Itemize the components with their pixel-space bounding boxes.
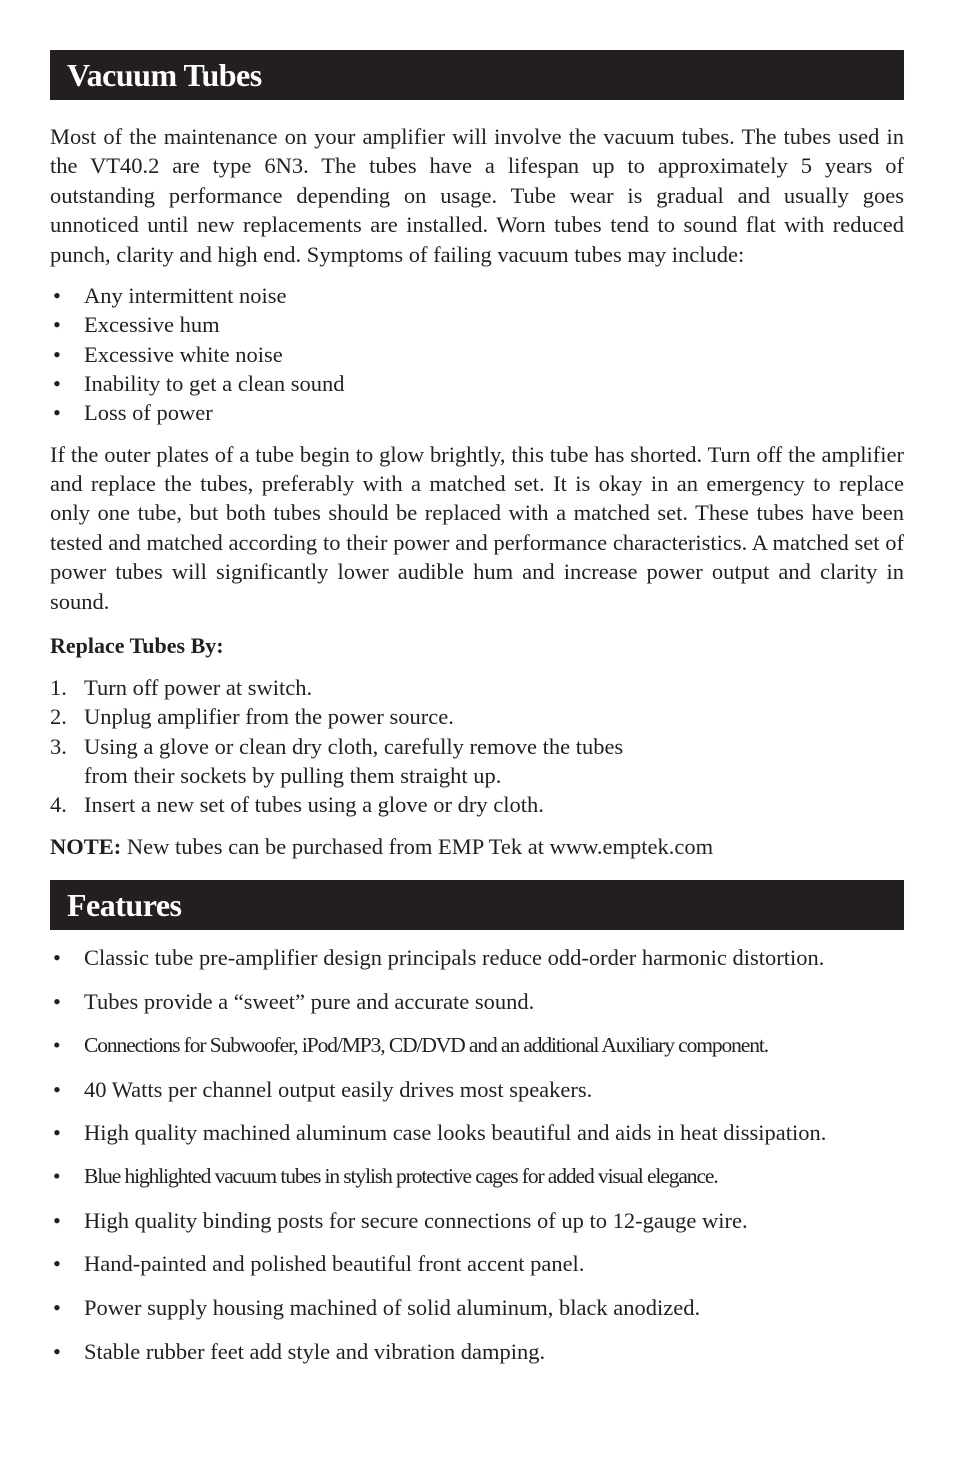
list-item: 2. Unplug amplifier from the power source.	[50, 702, 904, 731]
vacuum-tubes-title: Vacuum Tubes	[67, 57, 262, 93]
symptoms-list	[50, 281, 904, 427]
bullet-icon: •	[53, 1294, 61, 1320]
vacuum-tubes-header	[50, 50, 904, 100]
replace-tubes-heading: Replace Tubes By:	[50, 632, 224, 658]
list-item: • Any intermittent noise	[50, 281, 904, 310]
list-item: 1. Turn off power at switch.	[50, 673, 904, 702]
bullet-icon: •	[53, 1120, 61, 1146]
list-item: • Inability to get a clean sound	[50, 369, 904, 398]
list-item: • Blue highlighted vacuum tubes in stylish protective cages for added visual elegance.	[50, 1162, 904, 1206]
purchase-note	[50, 832, 904, 861]
page	[50, 50, 904, 1380]
bullet-icon: •	[53, 989, 61, 1015]
step-number: 1.	[50, 674, 67, 700]
bullet-icon: •	[53, 400, 61, 426]
bullet-icon: •	[53, 312, 61, 338]
bullet-icon: •	[53, 341, 61, 367]
list-item: 4. Insert a new set of tubes using a glove or dry cloth.	[50, 790, 904, 819]
list-item: • Hand-painted and polished beautiful front accent panel.	[53, 1251, 585, 1277]
bullet-icon: •	[53, 1251, 61, 1277]
bullet-icon: •	[53, 370, 61, 396]
features-header	[50, 880, 904, 930]
bullet-icon: •	[53, 1076, 61, 1102]
bullet-icon: •	[53, 945, 61, 971]
step-number: 2.	[50, 704, 67, 730]
bullet-icon: •	[53, 1032, 60, 1057]
bullet-icon: •	[53, 1207, 61, 1233]
list-item: • Connections for Subwoofer, iPod/MP3, CD/DVD and an additional Auxiliary component.	[50, 1031, 904, 1075]
list-item: • Excessive hum	[50, 310, 904, 339]
bullet-icon: •	[53, 1163, 60, 1188]
note-text: New tubes can be purchased from EMP Tek at www.emptek.com	[121, 834, 714, 860]
list-item: • High quality machined aluminum case looks beautiful and aids in heat dissipation.	[53, 1120, 827, 1146]
step-number: 4.	[50, 792, 67, 818]
list-item: • Stable rubber feet add style and vibration damping.	[53, 1338, 546, 1364]
bullet-icon: •	[53, 1338, 61, 1364]
list-item: • Excessive white noise	[50, 340, 904, 369]
shorted-tube-paragraph: If the outer plates of a tube begin to glow brightly, this tube has shorted. Turn off the amplifier and replace the tubes, preferably with a matched set. It is okay in an emergency to replace only one tube, but both tubes should be replaced with a matched set. These tubes have been tested and matched according to their power and performance characteristics. A matched set of power tubes will significantly lower audible hum and increase power output and clarity in sound.	[50, 441, 904, 614]
list-item: • Loss of power	[50, 398, 904, 427]
list-item: • Power supply housing machined of solid aluminum, black anodized.	[53, 1294, 701, 1320]
step-number: 3.	[50, 733, 67, 759]
bullet-icon: •	[53, 283, 61, 309]
list-item: • 40 Watts per channel output easily drives most speakers.	[53, 1076, 593, 1102]
list-item: • High quality binding posts for secure connections of up to 12-gauge wire.	[53, 1207, 748, 1233]
list-item: • Classic tube pre-amplifier design principals reduce odd-order harmonic distortion.	[53, 945, 825, 971]
features-list	[50, 943, 904, 1380]
intro-paragraph: Most of the maintenance on your amplifier will involve the vacuum tubes. The tubes used in the VT40.2 are type 6N3. The tubes have a lifespan up to approximately 5 years of outstanding performance depending on usage. Tube wear is gradual and usually goes unnoticed until new replacements are installed. Worn tubes tend to sound flat with reduced punch, clarity and high end. Symptoms of failing vacuum tubes may include:	[50, 124, 904, 267]
replace-steps-list	[50, 673, 904, 819]
list-item: • Tubes provide a “sweet” pure and accurate sound.	[53, 989, 535, 1015]
list-item: 3. Using a glove or clean dry cloth, carefully remove the tubes from their sockets by pulling them straight up.	[50, 733, 624, 788]
features-title: Features	[67, 887, 182, 924]
note-label: NOTE:	[50, 834, 122, 860]
